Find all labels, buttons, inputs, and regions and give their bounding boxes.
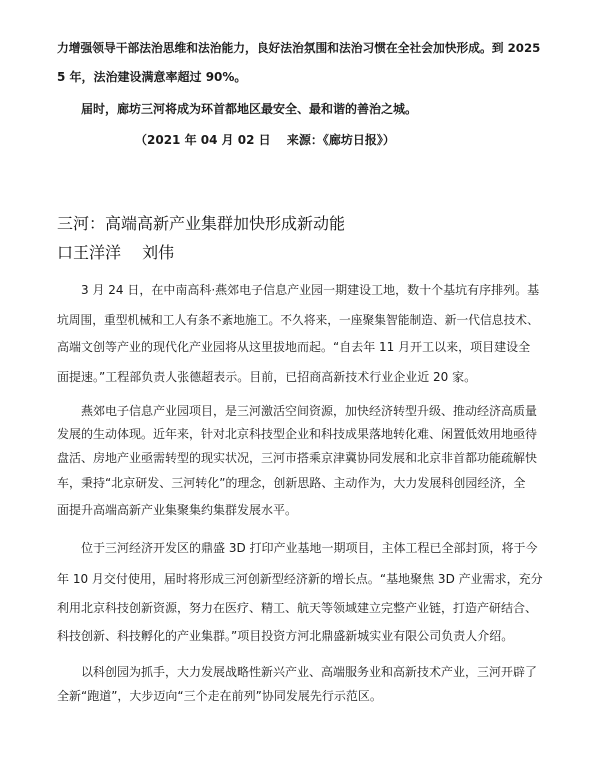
previous-article-source: （2021 年 04 月 02 日 来源：《廊坊日报》）: [135, 133, 395, 147]
paragraph-1-line-2: 坑周围，重型机械和工人有条不紊地施工。不久将来，一座聚集智能制造、新一代信息技术、: [57, 313, 539, 327]
paragraph-3-line-1: 位于三河经济开发区的鼎盛 3D 打印产业基地一期项目，主体工程已全部封顶，将于今: [81, 541, 538, 555]
paragraph-3-line-4: 科技创新、科技孵化的产业集群。”项目投资方河北鼎盛新城实业有限公司负责人介绍。: [57, 629, 514, 643]
paragraph-1-line-4: 面提速。”工程部负责人张德超表示。目前，已招商高新技术行业企业近 20 家。: [57, 370, 477, 384]
previous-article-line-3: 届时，廊坊三河将成为环首都地区最安全、最和谐的善治之城。: [81, 102, 418, 116]
paragraph-4-line-2: 全新“跑道”，大步迈向“三个走在前列”协同发展先行示范区。: [57, 689, 382, 703]
previous-article-line-1: 力增强领导干部法治思维和法治能力，良好法治氛围和法治习惯在全社会加快形成。到 2025: [57, 41, 541, 55]
paragraph-2-line-5: 面提升高端高新产业集聚集约集群发展水平。: [57, 503, 298, 517]
paragraph-2-line-4: 车，秉持“北京研发、三河转化”的理念，创新思路、主动作为，大力发展科创园经济，全: [57, 476, 526, 490]
paragraph-3-line-2: 年 10 月交付使用，届时将形成三河创新型经济新的增长点。“基地聚焦 3D 产业需求，充分: [57, 572, 543, 586]
paragraph-4-line-1: 以科创园为抓手，大力发展战略性新兴产业、高端服务业和高新技术产业，三河开辟了: [81, 665, 538, 679]
paragraph-3-line-3: 利用北京科技创新资源，努力在医疗、精工、航天等领域建立完整产业链，打造产研结合、: [57, 601, 538, 615]
article-title: 三河：高端高新产业集群加快形成新动能: [57, 214, 346, 233]
paragraph-2-line-1: 燕郊电子信息产业园项目，是三河激活空间资源，加快经济转型升级、推动经济高质量: [81, 404, 538, 418]
paragraph-2-line-2: 发展的生动体现。近年来，针对北京科技型企业和科技成果落地转化难、闲置低效用地亟待: [57, 427, 538, 441]
article-byline: 口王洋洋 刘伟: [57, 243, 175, 262]
previous-article-line-2: 5 年，法治建设满意率超过 90%。: [57, 70, 247, 84]
paragraph-1-line-1: 3 月 24 日，在中南高科·燕郊电子信息产业园一期建设工地，数十个基坑有序排列。基: [81, 283, 540, 297]
paragraph-1-line-3: 高端文创等产业的现代化产业园将从这里拔地而起。“自去年 11 月开工以来，项目建设全: [57, 340, 531, 354]
paragraph-2-line-3: 盘活、房地产业亟需转型的现实状况，三河市搭乘京津冀协同发展和北京非首都功能疏解快: [57, 451, 538, 465]
